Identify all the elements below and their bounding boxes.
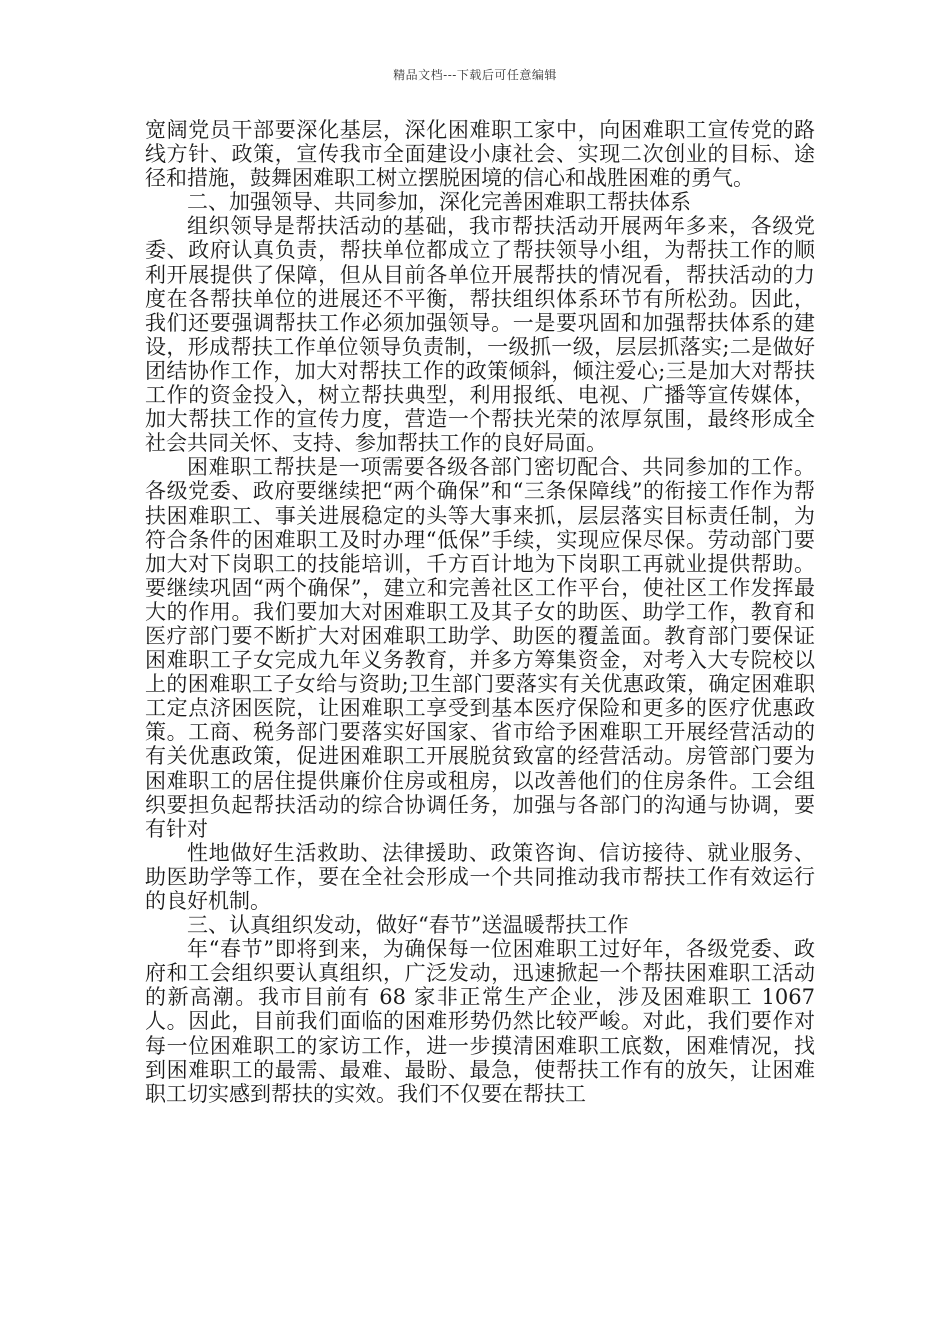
section-heading-3: 三、认真组织发动，做好“春节”送温暖帮扶工作 [187, 913, 629, 938]
document-body [145, 118, 815, 1106]
page-header: 精品文档---下载后可任意编辑 [393, 68, 557, 82]
section-heading-2: 二、加强领导、共同参加，深化完善困难职工帮扶体系 [187, 190, 691, 215]
paragraph-targeted-services: 性地做好生活救助、法律援助、政策咨询、信访接待、就业服务、助医助学等工作，要在全社会形成一个共同推动我市帮扶工作有效运行的良好机制。 [145, 840, 815, 913]
paragraph-leadership: 组织领导是帮扶活动的基础，我市帮扶活动开展两年多来，各级党委、政府认真负责，帮扶单位都成立了帮扶领导小组，为帮扶工作的顺利开展提供了保障，但从目前各单位开展帮扶的情况看，帮扶活动的力度在各帮扶单位的进展还不平衡，帮扶组织体系环节有所松劲。因此，我们还要强调帮扶工作必须加强领导。一是要巩固和加强帮扶体系的建设，形成帮扶工作单位领导负责制，一级抓一级，层层抓落实;二是做好团结协作工作，加大对帮扶工作的政策倾斜，倾注爱心;三是加大对帮扶工作的资金投入，树立帮扶典型，利用报纸、电视、广播等宣传媒体，加大帮扶工作的宣传力度，营造一个帮扶光荣的浓厚氛围，最终形成全社会共同关怀、支持、参加帮扶工作的良好局面。 [145, 214, 815, 456]
paragraph-intro-continuation: 宽阔党员干部要深化基层，深化困难职工家中，向困难职工宣传党的路线方针、政策，宣传我市全面建设小康社会、实现二次创业的目标、途径和措施，鼓舞困难职工树立摆脱困境的信心和战胜困难的勇气。 [145, 118, 815, 191]
paragraph-spring-festival: 年“春节”即将到来，为确保每一位困难职工过好年，各级党委、政府和工会组织要认真组织，广泛发动，迅速掀起一个帮扶困难职工活动的新高潮。我市目前有 68 家非正常生产企业，涉及困难职工 1067 人。因此，目前我们面临的困难形势仍然比较严峻。对此，我们要作对每一位困难职工的家访工作，进一步摸清困难职工底数，困难情况，找到困难职工的最需、最难、最盼、最急，使帮扶工作有的放矢，让困难职工切实感到帮扶的实效。我们不仅要在帮扶工 [145, 937, 815, 1106]
paragraph-cooperation: 困难职工帮扶是一项需要各级各部门密切配合、共同参加的工作。各级党委、政府要继续把“两个确保”和“三条保障线”的衔接工作作为帮扶困难职工、事关进展稳定的头等大事来抓，层层落实目标责任制，为符合条件的困难职工及时办理“低保”手续，实现应保尽保。劳动部门要加大对下岗职工的技能培训，千方百计地为下岗职工再就业提供帮助。要继续巩固“两个确保”，建立和完善社区工作平台，使社区工作发挥最大的作用。我们要加大对困难职工及其子女的助医、助学工作，教育和医疗部门要不断扩大对困难职工助学、助医的覆盖面。教育部门要保证困难职工子女完成九年义务教育，并多方筹集资金，对考入大专院校以上的困难职工子女给与资助;卫生部门要落实有关优惠政策，确定困难职工定点济困医院，让困难职工享受到基本医疗保险和更多的医疗优惠政策。工商、税务部门要落实好国家、省市给予困难职工开展经营活动的有关优惠政策，促进困难职工开展脱贫致富的经营活动。房管部门要为困难职工的居住提供廉价住房或租房，以改善他们的住房条件。工会组织要担负起帮扶活动的综合协调任务，加强与各部门的沟通与协调，要有针对 [145, 455, 815, 841]
